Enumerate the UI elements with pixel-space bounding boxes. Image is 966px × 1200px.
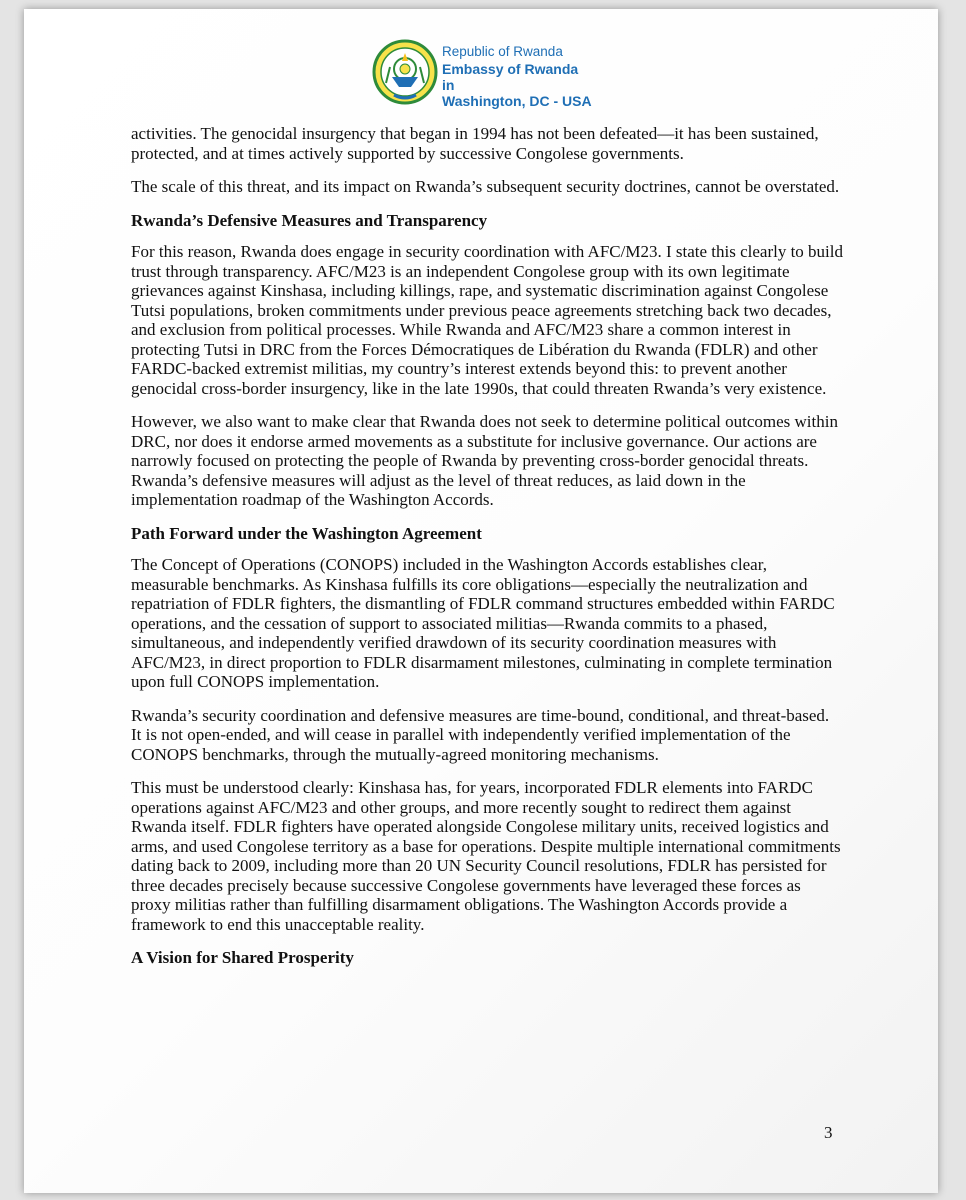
paragraph-2: The scale of this threat, and its impact on Rwanda’s subsequent security doctrines, cannot be overstated. xyxy=(131,177,840,196)
heading-path-forward: Path Forward under the Washington Agreement xyxy=(131,523,482,543)
letterhead-location: Washington, DC - USA xyxy=(442,93,592,109)
paragraph-3: For this reason, Rwanda does engage in security coordination with AFC/M23. I state this clearly to build trust through transparency. AFC/M23 is an independent Congolese group with its own legitimate grievances against Kinshasa, including killings, rape, and systematic discrimination against Congolese Tutsi populations, broken commitments under previous peace agreements stretching back two decades, and exclusion from political processes. While Rwanda and AFC/M23 share a common interest in protecting Tutsi in DRC from the Forces Démocratiques de Libération du Rwanda (FDLR) and other FARDC-backed extremist militias, my country’s interest extends beyond this: to prevent another genocidal cross-border insurgency, like in the late 1990s, that could threaten Rwanda’s very existence. xyxy=(131,242,843,398)
page-number: 3 xyxy=(824,1123,833,1142)
rwanda-seal-icon xyxy=(372,39,438,109)
heading-defensive-measures: Rwanda’s Defensive Measures and Transparency xyxy=(131,210,488,230)
paragraph-4: However, we also want to make clear that Rwanda does not seek to determine political outcomes within DRC, nor does it endorse armed movements as a substitute for inclusive governance. Our actions are narrowly focused on protecting the people of Rwanda by preventing cross-border genocidal threats. Rwanda’s defensive measures will adjust as the level of threat reduces, as laid down in the implementation roadmap of the Washington Accords. xyxy=(131,412,838,509)
paragraph-7: This must be understood clearly: Kinshasa has, for years, incorporated FDLR elements into FARDC operations against AFC/M23 and other groups, and more recently sought to redirect them against Rwanda itself. FDLR fighters have operated alongside Congolese military units, received logistics and arms, and used Congolese territory as a base for operations. Despite multiple international commitments dating back to 2009, including more than 20 UN Security Council resolutions, FDLR has persisted for three decades precisely because successive Congolese governments have leveraged these forces as proxy militias rather than fulfilling disarmament obligations. The Washington Accords provide a framework to end this unacceptable reality. xyxy=(131,778,841,934)
letterhead-country: Republic of Rwanda xyxy=(442,44,563,59)
letterhead-text xyxy=(442,44,592,109)
paragraph-6: Rwanda’s security coordination and defensive measures are time-bound, conditional, and threat-based. It is not open-ended, and will cease in parallel with independently verified implementation of the CONOPS benchmarks, through the mutually-agreed monitoring mechanisms. xyxy=(131,705,830,764)
document-page xyxy=(24,9,938,1193)
letterhead xyxy=(372,39,592,121)
paragraph-5: The Concept of Operations (CONOPS) included in the Washington Accords establishes clear, measurable benchmarks. As Kinshasa fulfills its core obligations—especially the neutralization and repatriation of FDLR fighters, the dismantling of FDLR command structures embedded within FARDC operations, and the cessation of support to associated militias—Rwanda commits to a phased, simultaneous, and independently verified drawdown of its security coordination measures with AFC/M23, in direct proportion to FDLR disarmament milestones, culminating in complete termination upon full CONOPS implementation. xyxy=(131,555,835,691)
document-body xyxy=(131,124,843,980)
heading-shared-prosperity: A Vision for Shared Prosperity xyxy=(131,948,354,967)
paragraph-1: activities. The genocidal insurgency that began in 1994 has not been defeated—it has been sustained, protected, and at times actively supported by successive Congolese governments. xyxy=(131,124,819,163)
letterhead-embassy: Embassy of Rwanda in xyxy=(442,61,579,93)
